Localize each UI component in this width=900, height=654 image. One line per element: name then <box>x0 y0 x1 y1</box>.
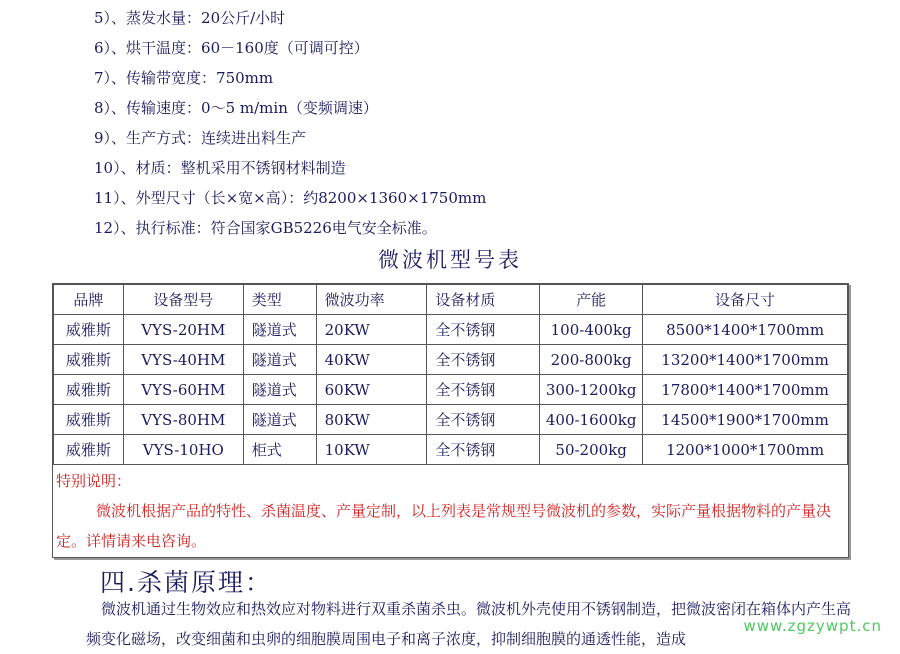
table-cell: 隧道式 <box>243 375 316 405</box>
header-cell: 微波功率 <box>316 285 427 315</box>
header-cell: 品牌 <box>54 285 124 315</box>
table-cell: 14500*1900*1700mm <box>643 405 848 435</box>
table-cell: 8500*1400*1700mm <box>643 315 848 345</box>
header-cell: 类型 <box>243 285 316 315</box>
spec-item: 6）、烘干温度：60－160度（可调可控） <box>94 39 369 57</box>
table-cell: 60KW <box>316 375 427 405</box>
table-cell: 400-1600kg <box>540 405 643 435</box>
table-title: 微波机型号表 <box>378 248 522 272</box>
table-cell: VYS-10HO <box>123 435 243 465</box>
table-cell: 80KW <box>316 405 427 435</box>
header-cell: 设备尺寸 <box>643 285 848 315</box>
table-cell: 全不锈钢 <box>427 405 540 435</box>
table-cell: 10KW <box>316 435 427 465</box>
table-cell: 20KW <box>316 315 427 345</box>
spec-item: 8）、传输速度：0～5 m/min（变频调速） <box>94 99 378 117</box>
table-row <box>54 315 848 345</box>
spec-item: 7）、传输带宽度：750mm <box>94 69 274 87</box>
table-cell: VYS-60HM <box>123 375 243 405</box>
spec-item: 9）、生产方式：连续进出料生产 <box>94 129 307 147</box>
spec-item: 10）、材质：整机采用不锈钢材料制造 <box>94 159 346 177</box>
table-cell: 全不锈钢 <box>427 375 540 405</box>
table-cell: 100-400kg <box>540 315 643 345</box>
table-cell: VYS-40HM <box>123 345 243 375</box>
table-row <box>54 345 848 375</box>
model-table <box>53 284 848 465</box>
table-cell: VYS-20HM <box>123 315 243 345</box>
section-title: 四.杀菌原理： <box>100 568 272 597</box>
table-cell: 40KW <box>316 345 427 375</box>
table-row <box>54 405 848 435</box>
table-cell: 威雅斯 <box>54 345 124 375</box>
note-label: 特别说明： <box>56 472 132 490</box>
spec-item: 11）、外型尺寸（长×宽×高）：约8200×1360×1750mm <box>94 189 487 207</box>
table-cell: 13200*1400*1700mm <box>643 345 848 375</box>
table-row <box>54 435 848 465</box>
table-cell: 隧道式 <box>243 345 316 375</box>
table-cell: 1200*1000*1700mm <box>643 435 848 465</box>
table-cell: 隧道式 <box>243 315 316 345</box>
model-table-box <box>52 283 849 558</box>
spec-item: 12）、执行标准：符合国家GB5226电气安全标准。 <box>94 219 437 237</box>
header-cell: 设备材质 <box>427 285 540 315</box>
special-note <box>53 466 848 556</box>
header-cell: 设备型号 <box>123 285 243 315</box>
table-cell: 威雅斯 <box>54 405 124 435</box>
table-cell: 17800*1400*1700mm <box>643 375 848 405</box>
table-cell: 50-200kg <box>540 435 643 465</box>
spec-item: 5）、蒸发水量：20公斤/小时 <box>94 9 286 27</box>
table-cell: VYS-80HM <box>123 405 243 435</box>
table-cell: 威雅斯 <box>54 375 124 405</box>
spec-list <box>94 0 486 243</box>
table-cell: 全不锈钢 <box>427 315 540 345</box>
table-header-row <box>54 285 848 315</box>
section-paragraph: 微波机通过生物效应和热效应对物料进行双重杀菌杀虫。微波机外壳使用不锈钢制造，把微波密闭在箱体内产生高频变化磁场，改变细菌和虫卵的细胞膜周围电子和离子浓度，抑制细胞膜的通透性能，造成 <box>86 600 852 648</box>
table-cell: 威雅斯 <box>54 315 124 345</box>
table-cell: 200-800kg <box>540 345 643 375</box>
table-cell: 威雅斯 <box>54 435 124 465</box>
table-cell: 全不锈钢 <box>427 435 540 465</box>
header-cell: 产能 <box>540 285 643 315</box>
table-cell: 柜式 <box>243 435 316 465</box>
table-cell: 全不锈钢 <box>427 345 540 375</box>
table-cell: 隧道式 <box>243 405 316 435</box>
watermark: www.zgzywpt.cn <box>743 617 882 635</box>
table-cell: 300-1200kg <box>540 375 643 405</box>
note-body: 微波机根据产品的特性、杀菌温度、产量定制，以上列表是常规型号微波机的参数，实际产量根据物料的产量决定。详情请来电咨询。 <box>56 502 832 550</box>
table-row <box>54 375 848 405</box>
